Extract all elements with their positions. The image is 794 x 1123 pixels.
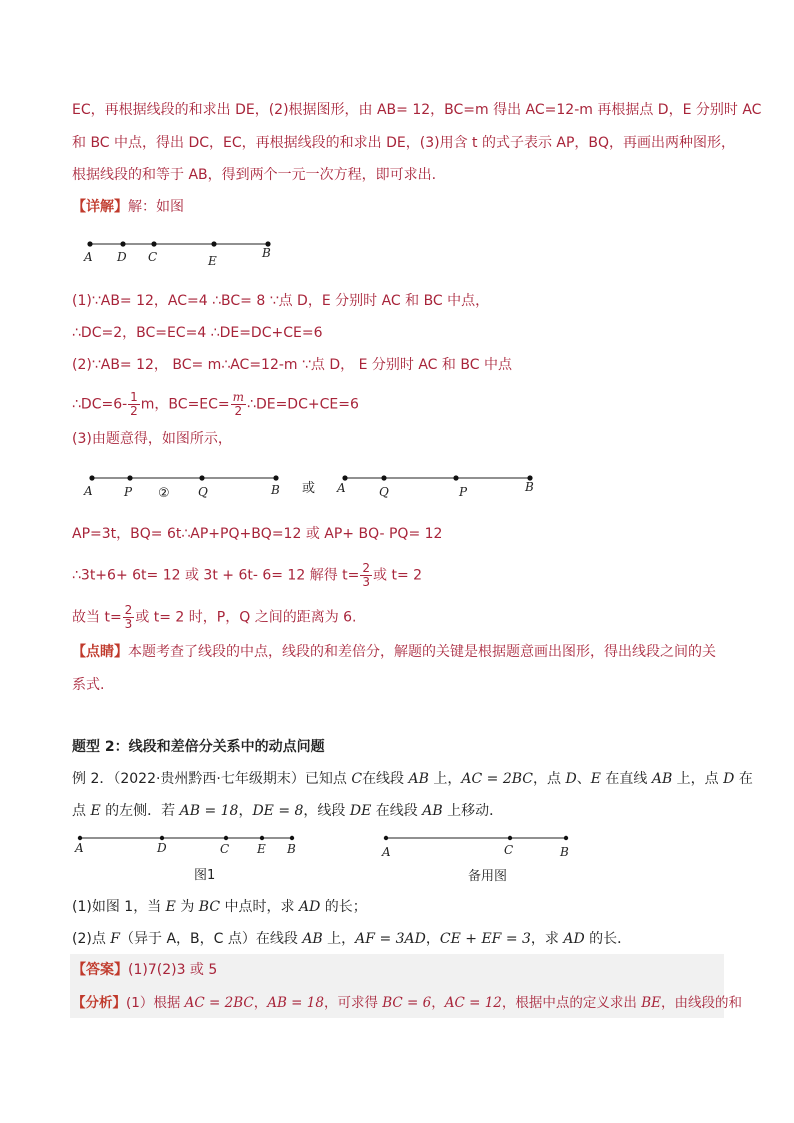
spare-label-c: C [504, 843, 514, 857]
spare-label-b: B [560, 845, 569, 859]
detail-p7: ∴3t+6+ 6t= 12 或 3t + 6t- 6= 12 解得 t= $\frac{2}{3}$ 或 t= 2 [72, 561, 423, 589]
fig1-label-e: E [257, 842, 266, 856]
label-a: A [84, 250, 93, 264]
comment-line-1: 【点睛】本题考查了线段的中点，线段的和差倍分，解题的关键是根据题意画出图形，得出线段之间的关 [72, 644, 716, 660]
example-2-line-1: 例 2．（2022·贵州黔西·七年级期末）已知点 C在线段 AB 上，AC = 2BC，点 D、E 在直线 AB 上，点 D 在 [72, 771, 753, 787]
p4-text-a: ∴DC=6- [72, 396, 128, 413]
figure-1-segment [80, 234, 280, 270]
analysis-line-1: EC，再根据线段的和求出 DE，(2)根据图形，由 AB= 12，BC=m 得出 AC=12-m 再根据点 D，E 分别时 AC [72, 102, 762, 118]
detail-heading [72, 197, 732, 217]
answer-line [72, 960, 732, 980]
answer-text: (1)7(2)3 或 5 [128, 962, 218, 978]
p4-text-c: ∴DE=DC+CE=6 [247, 396, 359, 413]
detail-intro: 解：如图 [128, 199, 184, 215]
fraction-m-half: $\frac{m}{2}$ [232, 390, 245, 418]
fig2-label-p: P [124, 485, 133, 499]
label-e: E [208, 254, 217, 268]
example-2-figures [70, 828, 590, 888]
fig2-or: 或 [302, 481, 316, 496]
detail-p3: (2)∵AB= 12， BC= m∴AC=12-m ∵点 D， E 分别时 AC 和 BC 中点 [72, 357, 512, 373]
analysis-line-3: 根据线段的和等于 AB，得到两个一元一次方程，即可求出. [72, 167, 437, 183]
spare-caption: 备用图 [468, 869, 508, 884]
fig2r-label-p: P [459, 485, 468, 499]
spare-label-a: A [382, 845, 391, 859]
detail-tag: 【详解】 [72, 199, 128, 215]
point-e [211, 241, 216, 246]
answer-tag: 【答案】 [72, 962, 128, 978]
detail-p4 [72, 391, 732, 418]
label-b: B [262, 246, 271, 260]
detail-p5: (3)由题意得，如图所示， [72, 431, 232, 447]
fraction-one-half: $\frac{1}{2}$ [130, 390, 138, 418]
fig2-label-b: B [271, 483, 280, 497]
example-2-line-2: 点 E 的左侧．若 AB = 18，DE = 8，线段 DE 在线段 AB 上移动． [72, 803, 504, 819]
detail-p8: 故当 t= $\frac{2}{3}$ 或 t= 2 时，P，Q 之间的距离为 6. [72, 603, 357, 631]
question-2: (2)点 F（异于 A，B，C 点）在线段 AB 上，AF = 3AD，CE + EF = 3，求 AD 的长． [72, 931, 632, 947]
detail-p2: ∴DC=2，BC=EC=4 ∴DE=DC+CE=6 [72, 325, 323, 341]
fig2r-label-b: B [525, 480, 534, 494]
detail-p6: AP=3t，BQ= 6t∴AP+PQ+BQ=12 或 AP+ BQ- PQ= 12 [72, 526, 443, 542]
fig2r-label-q: Q [379, 485, 389, 499]
comment-tag: 【点睛】 [72, 644, 128, 660]
point-a [87, 241, 92, 246]
question-1: (1)如图 1，当 E 为 BC 中点时，求 AD 的长； [72, 899, 367, 915]
fig2r-label-a: A [337, 481, 346, 495]
fig1-label-c: C [220, 842, 230, 856]
fig2-label-a: A [84, 484, 93, 498]
topic-2-title: 题型 2：线段和差倍分关系中的动点问题 [72, 739, 325, 755]
analysis-line: 【分析】(1）根据 AC = 2BC，AB = 18，可求得 BC = 6，AC = 12，根据中点的定义求出 BE，由线段的和 [72, 995, 742, 1011]
fig2-label-q: Q [198, 485, 208, 499]
label-c: C [148, 250, 158, 264]
label-d: D [117, 250, 127, 264]
analysis-line-2: 和 BC 中点，得出 DC，EC，再根据线段的和求出 DE，(3)用含 t 的式子表示 AP，BQ，再画出两种图形， [72, 135, 736, 151]
fig1-label-b: B [287, 842, 296, 856]
p4-text-b: m，BC=EC= [140, 396, 230, 413]
comment-line-2: 系式. [72, 677, 105, 693]
figure-2-segments [80, 468, 550, 504]
fig1-caption: 图1 [194, 868, 216, 883]
fraction-two-thirds-2: $\frac{2}{3}$ [124, 603, 133, 631]
fig1-label-d: D [157, 841, 167, 855]
point-c [151, 241, 156, 246]
point-d [120, 241, 125, 246]
analysis-tag: 【分析】 [72, 995, 126, 1011]
fig2-label-circled-2: ② [158, 486, 170, 501]
fig1-label-a: A [75, 841, 84, 855]
detail-p1: (1)∵AB= 12，AC=4 ∴BC= 8 ∵点 D，E 分别时 AC 和 BC 中点， [72, 293, 490, 309]
fraction-two-thirds: $\frac{2}{3}$ [362, 561, 371, 589]
